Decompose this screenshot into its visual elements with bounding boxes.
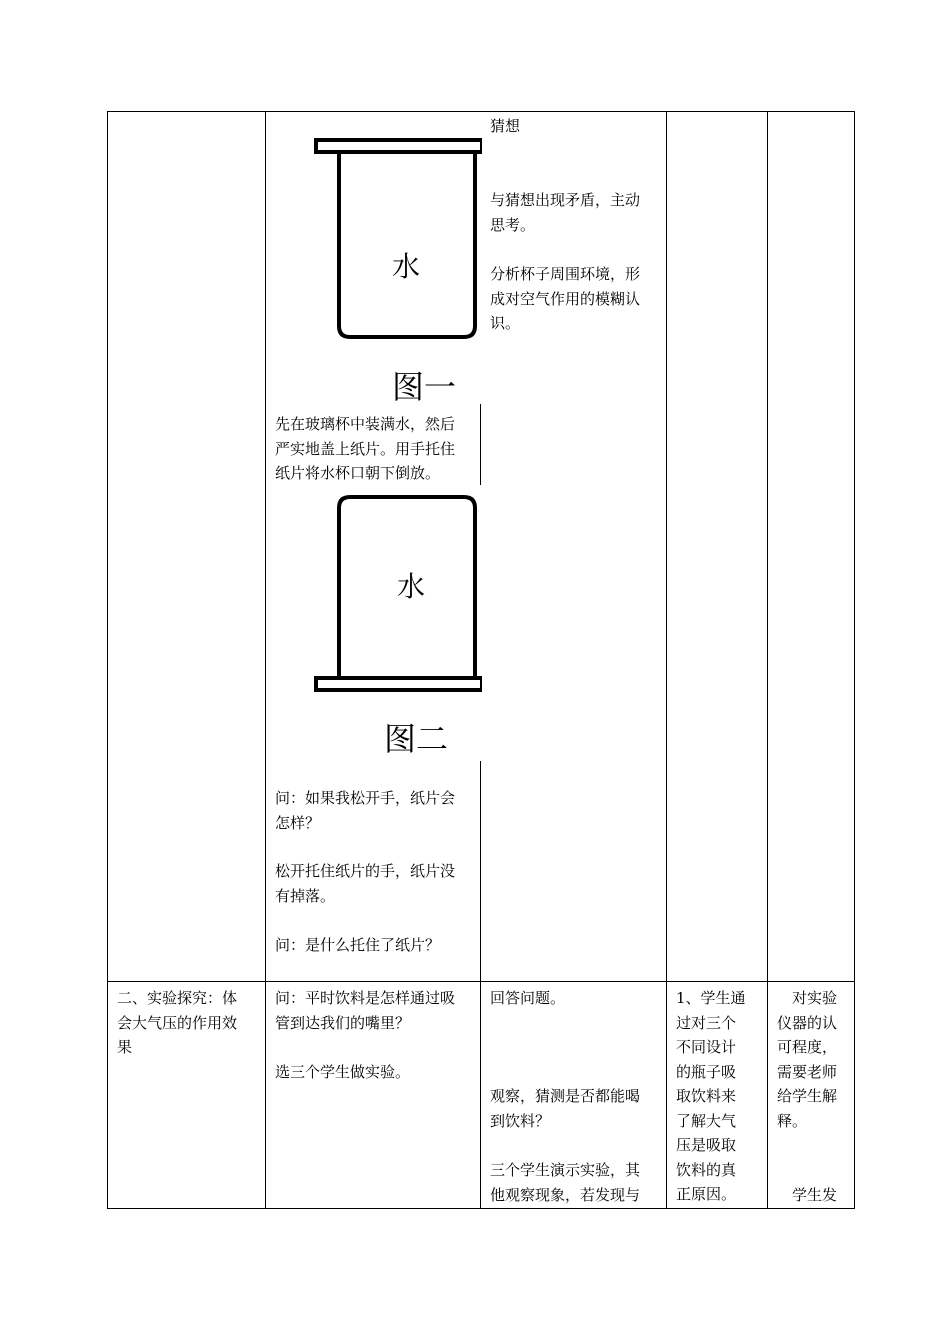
question-release-hand: 问：如果我松开手，纸片会 怎样？: [275, 789, 456, 832]
table-left-border: [107, 111, 108, 1209]
table-bottom-border: [107, 1208, 855, 1209]
student-analysis: 分析杯子周围环境，形 成对空气作用的模糊认 识。: [490, 265, 641, 332]
teacher-question-straw: 问：平时饮料是怎样通过吸 管到达我们的嘴里？: [275, 989, 456, 1032]
question-what-holds-paper: 问：是什么托住了纸片？: [275, 936, 441, 954]
student-demo: 三个学生演示实验，其 他观察现象，若发现与: [490, 1161, 641, 1204]
teacher-action-select: 选三个学生做实验。: [275, 1063, 411, 1081]
water-label: 水: [396, 570, 426, 603]
teaching-note: 对实验 仪器的认 可程度， 需要老师 给学生解 释。: [777, 989, 838, 1130]
student-guess: 猜想: [490, 117, 521, 135]
table-right-border: [854, 111, 855, 1209]
section-title-experiment: 二、实验探究：体 会大气压的作用效 果: [117, 989, 238, 1056]
observation-paper-stays: 松开托住纸片的手，纸片没 有掉落。: [275, 862, 456, 905]
paper-cover-bottom: [316, 678, 482, 690]
teaching-note-tail: 学生发: [792, 1186, 838, 1204]
figure2-caption: 图二: [384, 720, 449, 758]
student-observe: 观察，猜测是否都能喝 到饮料？: [490, 1087, 641, 1130]
student-conflict: 与猜想出现矛盾，主动 思考。: [490, 191, 641, 234]
design-intent: 1、学生通 过对三个 不同设计 的瓶子吸 取饮料来 了解大气 压是吸取 饮料的真 正原因。: [676, 989, 746, 1203]
column-divider-1: [265, 111, 266, 1209]
water-label: 水: [391, 250, 421, 283]
student-answer: 回答问题。: [490, 989, 566, 1007]
row-divider: [107, 981, 855, 982]
experiment-step-text: 先在玻璃杯中装满水，然后 严实地盖上纸片。用手托住 纸片将水杯口朝下倒放。: [275, 415, 456, 482]
figure1-caption: 图一: [392, 368, 457, 406]
figure1-cup-diagram: [306, 130, 482, 352]
column-divider-3: [666, 111, 667, 1209]
column-divider-4: [767, 111, 768, 1209]
paper-cover-top: [316, 140, 482, 152]
glass-cup-outline: [339, 152, 475, 337]
figure2-cup-diagram: [306, 490, 482, 705]
